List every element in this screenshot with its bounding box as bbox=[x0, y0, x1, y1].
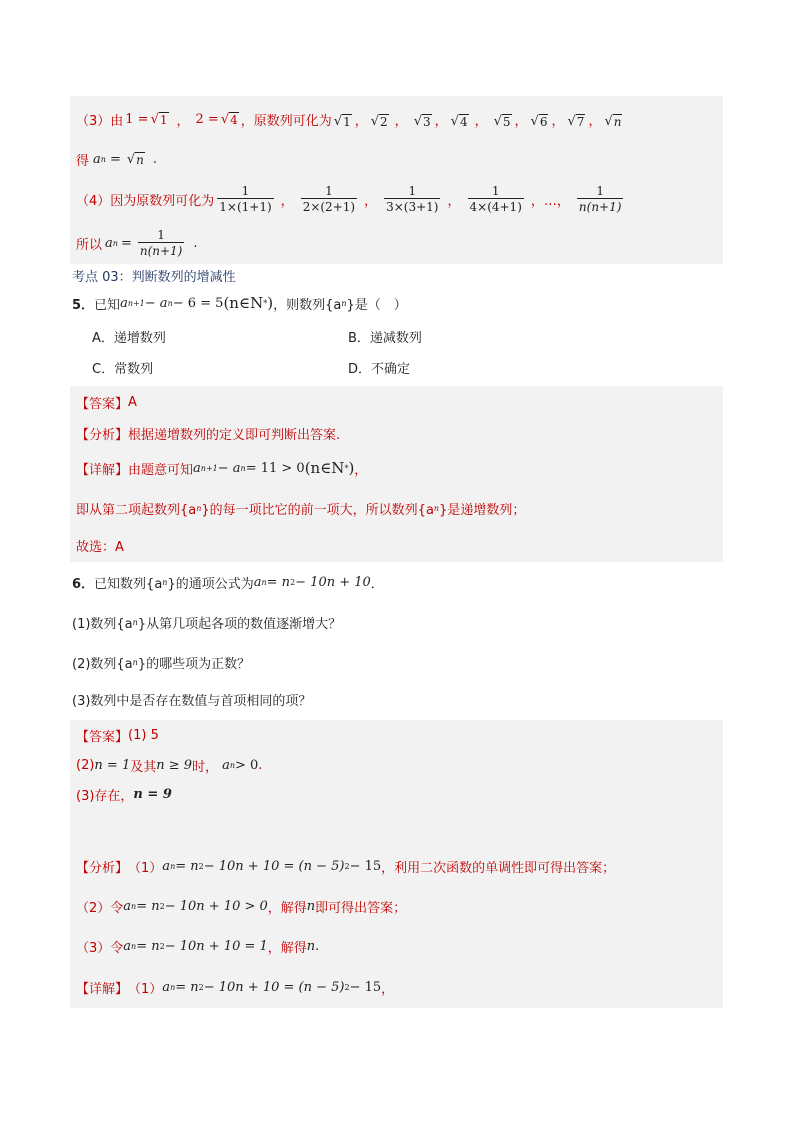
sqrt-term: √ 4 bbox=[450, 113, 468, 129]
q6-analysis3: （3）令 a n = n 2 − 10n + 10 = 1 ，解得 n . bbox=[76, 938, 320, 956]
q5-solution-block bbox=[70, 386, 723, 562]
q5-options-row2 bbox=[70, 352, 723, 382]
sqrt-term: √ 7 bbox=[567, 113, 585, 129]
section-title: 考点 03：判断数列的增减性 bbox=[72, 269, 236, 285]
q5-option-d: D．不确定 bbox=[348, 361, 411, 377]
item3-block bbox=[70, 96, 723, 264]
sqrt-term: √ 3 bbox=[413, 113, 431, 129]
q5-stem: 5． 已知 a n+1 − a n − 6 = 5 (n∈N * ) ，则数列{a n }是（ ） bbox=[72, 294, 407, 313]
q5-detail: 【详解】 由题意可知 a n+1 − a n = 11 > 0 (n∈N * ) ， bbox=[76, 459, 368, 478]
q5-choice: 故选：A bbox=[76, 539, 124, 555]
q6-answer2: (2) n = 1 及其 n ≥ 9 时， a n > 0 . bbox=[76, 757, 263, 775]
fraction-term: $\frac{1}{n(n+1)}$ bbox=[578, 183, 622, 214]
q6-sub2: (2)数列{a n }的哪些项为正数？ bbox=[72, 656, 251, 672]
item4-line2: 所以 a n = $\frac{1}{n(n+1)}$ . bbox=[76, 227, 198, 258]
q5-answer: 【答案】 A bbox=[76, 394, 137, 412]
q5-options-row1 bbox=[70, 320, 723, 352]
sqrt-1: √ 1 bbox=[150, 111, 168, 127]
q5-option-c: C．常数列 bbox=[92, 361, 154, 377]
fraction-term: $\frac{1}{3\times(3+1)}$ bbox=[386, 183, 439, 214]
q5-option-a: A．递增数列 bbox=[92, 330, 166, 346]
q5-analysis: 【分析】 根据递增数列的定义即可判断出答案. bbox=[76, 427, 341, 443]
sqrt-n: √ n bbox=[126, 151, 144, 167]
item4-fractions: $\frac{1}{1\times(1+1)}$ ， $\frac{1}{2\times(2+1)}$ ， $\frac{1}{3\times(3+1)}$ ， $\frac{1}{4\times(4+1)}$ ，…， $\frac{1}{n(n+1)}$ bbox=[219, 183, 622, 214]
q6-stem: 6． 已知数列{a n }的通项公式为 a n = n 2 − 10n + 10 ． bbox=[72, 574, 384, 592]
q6-answer1: 【答案】 (1) 5 bbox=[76, 727, 159, 745]
item4-result-fraction: $\frac{1}{n(n+1)}$ bbox=[139, 227, 183, 258]
fraction-term: $\frac{1}{2\times(2+1)}$ bbox=[302, 183, 356, 214]
q6-number: 6． bbox=[72, 576, 95, 592]
item3-line2: 得 a n = √ n . bbox=[76, 151, 158, 169]
q5-option-b: B．递减数列 bbox=[348, 330, 422, 346]
q6-analysis1: 【分析】 （1） a n = n 2 − 10n + 10 = (n − 5) 2 − 15 ，利用二次函数的单调性即可得出答案； bbox=[76, 858, 616, 876]
item3-text: ，原数列可化为 bbox=[240, 113, 332, 129]
item4-label: （4）因为原数列可化为 bbox=[76, 193, 215, 209]
item3-label: （3）由 bbox=[76, 113, 124, 129]
sqrt-term: √ 1 bbox=[333, 113, 351, 129]
sqrt-4: √ 4 bbox=[220, 111, 238, 127]
document-page bbox=[70, 96, 723, 1008]
q6-analysis2: （2）令 a n = n 2 − 10n + 10 > 0 ，解得 n 即可得出答案； bbox=[76, 898, 407, 916]
q6-answer3: (3)存在， n = 9 bbox=[76, 786, 172, 804]
fraction-term: $\frac{1}{4\times(4+1)}$ bbox=[469, 183, 522, 214]
item3-eq2-lhs: 2 = bbox=[195, 111, 219, 127]
sqrt-term: √ 6 bbox=[530, 113, 548, 129]
q6-solution-block bbox=[70, 720, 723, 1008]
q6-sub3: (3)数列中是否存在数值与首项相同的项？ bbox=[72, 693, 312, 709]
item3-sequence: √ 1 ， √ 2 ， √ 3 ， √ 4 ， √ 5 ， √ 6 ， √ 7 ， √ n bbox=[333, 113, 622, 129]
item3-eq1-lhs: 1 = bbox=[125, 111, 149, 127]
q5-number: 5． bbox=[72, 297, 95, 313]
item4-line1 bbox=[70, 176, 723, 222]
q6-detail1: 【详解】 （1） a n = n 2 − 10n + 10 = (n − 5) 2 − 15 ， bbox=[76, 979, 395, 997]
q6-gap bbox=[70, 808, 723, 846]
sqrt-term: √ n bbox=[604, 113, 622, 129]
sqrt-term: √ 2 bbox=[370, 113, 388, 129]
q6-sub1: (1)数列{a n }从第几项起各项的数值逐渐增大？ bbox=[72, 616, 342, 632]
fraction-term: $\frac{1}{1\times(1+1)}$ bbox=[219, 183, 272, 214]
q5-detail-line2: 即从第二项起数列{a n }的每一项比它的前一项大，所以数列{a n }是递增数列； bbox=[76, 502, 526, 518]
item3-line1: （3）由 1 = √ 1 ， 2 = √ 4 ，原数列可化为 √ 1 ， √ 2 ， √ 3 ， √ 4 ， √ 5 ， √ 6 ， √ 7 ， √ n bbox=[70, 96, 723, 142]
sqrt-term: √ 5 bbox=[493, 113, 511, 129]
